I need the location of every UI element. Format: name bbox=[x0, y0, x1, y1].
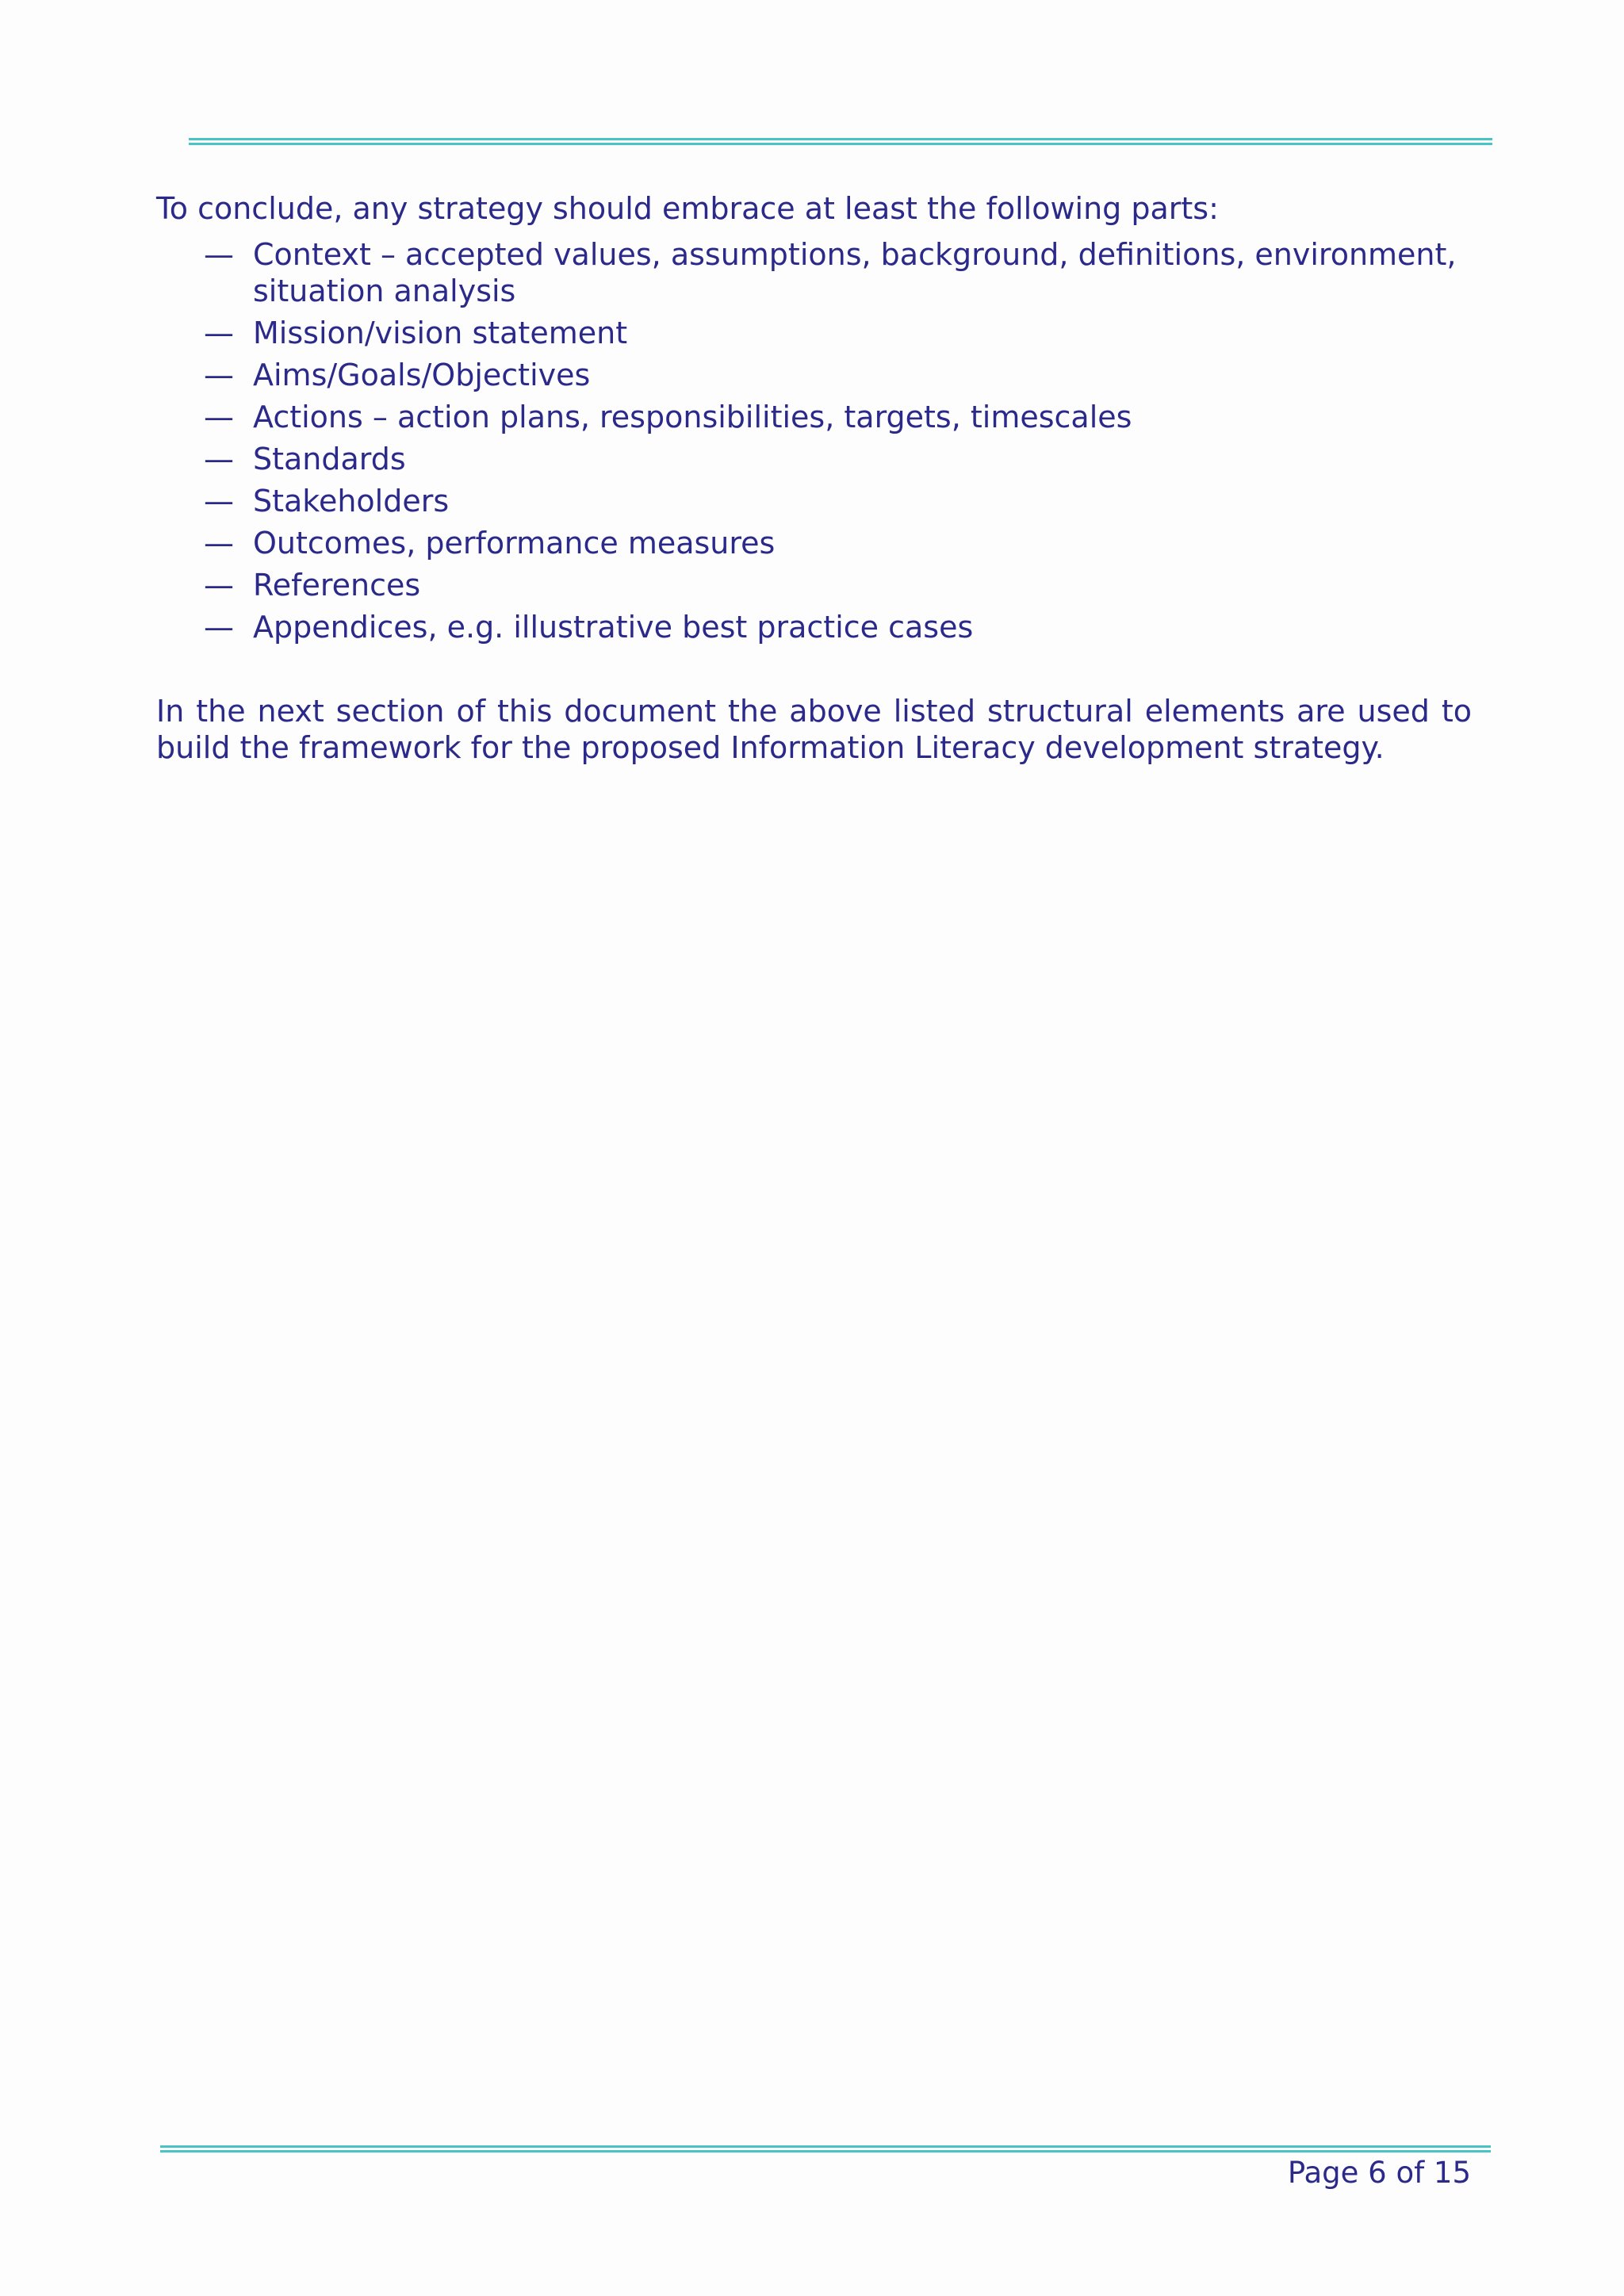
dash-bullet: — bbox=[204, 568, 234, 603]
dash-bullet: — bbox=[204, 237, 234, 272]
list-item-text: Aims/Goals/Objectives bbox=[253, 358, 591, 392]
list-item-text: Context – accepted values, assumptions, background, definitions, environment, situation analysis bbox=[253, 237, 1457, 308]
list-item bbox=[156, 609, 1472, 645]
closing-paragraph: In the next section of this document the above listed structural elements are used to build the framework for the proposed Information Literacy development strategy. bbox=[156, 694, 1472, 765]
list-item-text: Stakeholders bbox=[253, 484, 450, 519]
list-item bbox=[156, 441, 1472, 477]
list-item-text: Mission/vision statement bbox=[253, 316, 628, 350]
list-item-text: Actions – action plans, responsibilities, targets, timescales bbox=[253, 400, 1132, 434]
list-item-text: Appendices, e.g. illustrative best practice cases bbox=[253, 610, 974, 645]
dash-bullet: — bbox=[204, 400, 234, 434]
strategy-parts-list bbox=[156, 236, 1472, 645]
list-item bbox=[156, 483, 1472, 519]
intro-paragraph: To conclude, any strategy should embrace at least the following parts: bbox=[156, 191, 1219, 226]
dash-bullet: — bbox=[204, 610, 234, 645]
list-item-text: Outcomes, performance measures bbox=[253, 526, 776, 561]
list-item bbox=[156, 315, 1472, 351]
page-number: Page 6 of 15 bbox=[1287, 2156, 1471, 2190]
list-item bbox=[156, 357, 1472, 393]
list-item bbox=[156, 525, 1472, 561]
list-item bbox=[156, 399, 1472, 435]
page-content bbox=[156, 190, 1472, 766]
dash-bullet: — bbox=[204, 316, 234, 350]
dash-bullet: — bbox=[204, 442, 234, 476]
dash-bullet: — bbox=[204, 358, 234, 392]
header-rule bbox=[189, 138, 1492, 145]
dash-bullet: — bbox=[204, 484, 234, 519]
list-item-text: References bbox=[253, 568, 421, 603]
list-item-text: Standards bbox=[253, 442, 406, 476]
dash-bullet: — bbox=[204, 526, 234, 561]
list-item bbox=[156, 236, 1472, 309]
footer-rule bbox=[160, 2145, 1491, 2152]
list-item bbox=[156, 567, 1472, 603]
